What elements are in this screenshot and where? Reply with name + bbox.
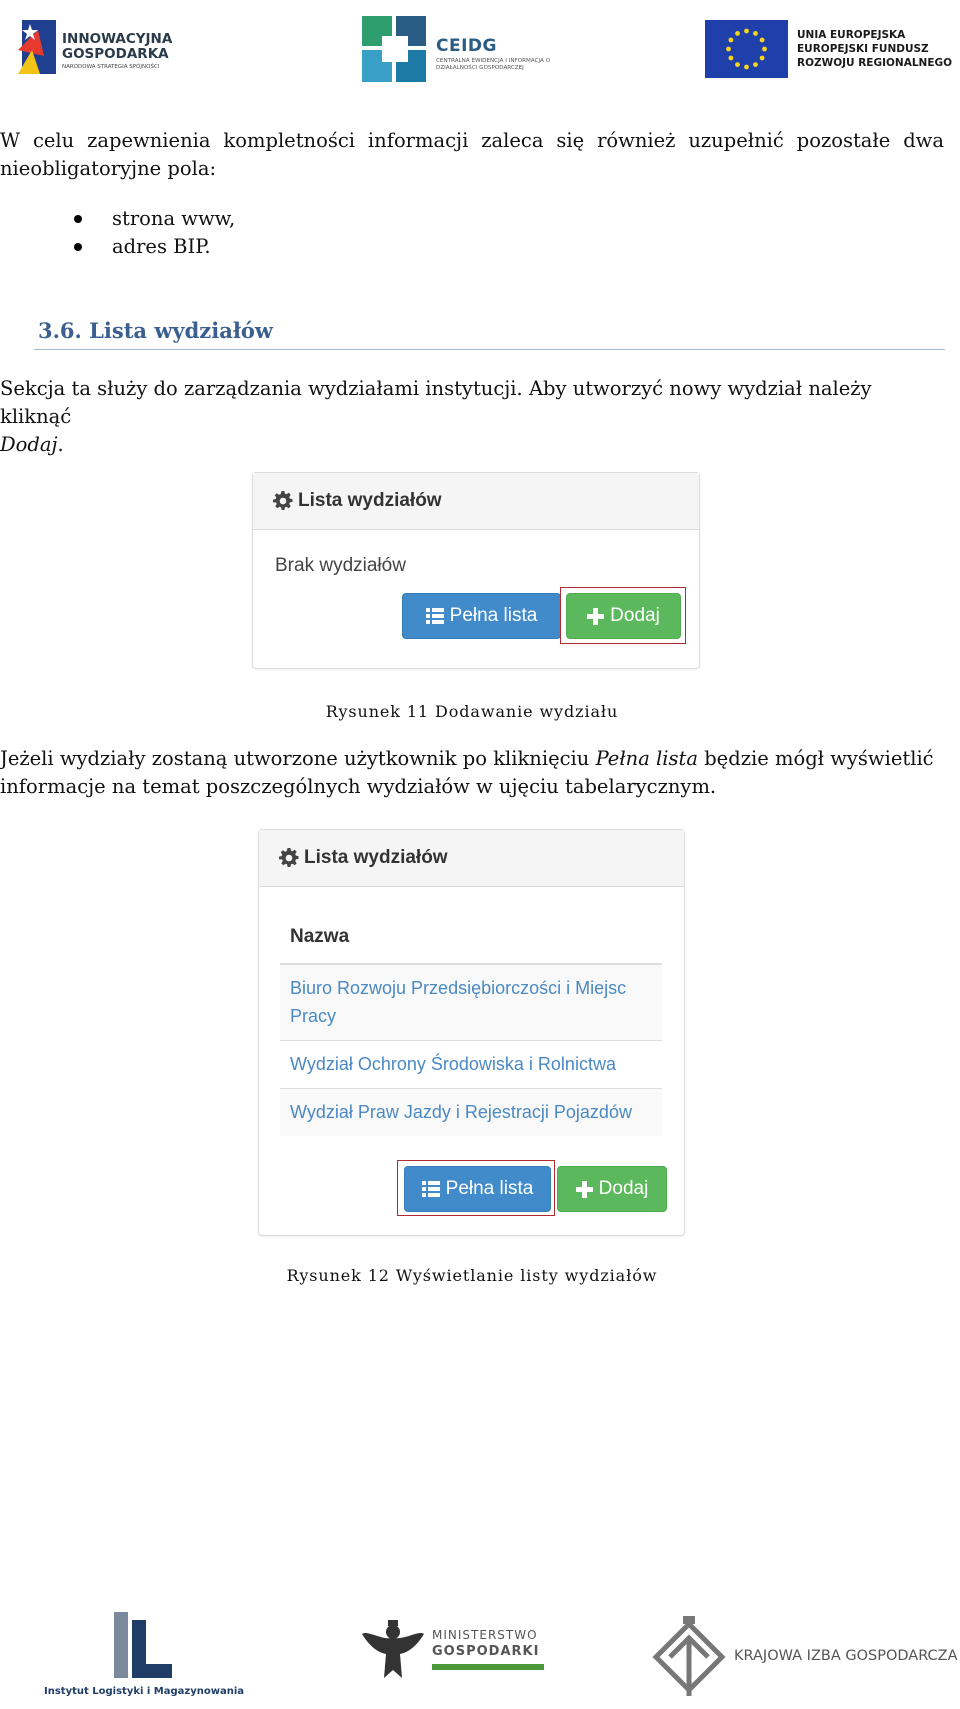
eu-star-icon — [744, 65, 749, 70]
eu-star-icon — [744, 29, 749, 34]
eu-logo — [705, 20, 953, 82]
add-label: Dodaj — [610, 605, 660, 626]
kig-name: KRAJOWA IZBA GOSPODARCZA — [734, 1648, 958, 1664]
optional-fields-list — [72, 205, 235, 261]
eu-star-icon — [729, 38, 734, 43]
ig-subtitle: NARODOWA STRATEGIA SPÓJNOŚCI — [62, 64, 160, 70]
kig-logo — [650, 1616, 960, 1700]
add-label: Dodaj — [598, 1178, 649, 1199]
full-list-label: Pełna lista — [445, 1178, 534, 1199]
ilim-logo-icon — [114, 1612, 172, 1678]
add-button-highlight — [560, 587, 686, 644]
departments-panel-empty — [252, 472, 700, 669]
table-row[interactable]: Wydział Praw Jazdy i Rejestracji Pojazdów — [280, 1089, 662, 1136]
table-row[interactable]: Wydział Ochrony Środowiska i Rolnictwa — [280, 1041, 662, 1089]
eu-line2: EUROPEJSKI FUNDUSZ — [797, 43, 929, 55]
mg-line1: MINISTERSTWO — [432, 1628, 538, 1642]
para3-text-end: będzie mógł wyświetlić informacje na temat poszczególnych wydziałów w ujęciu tabelarycznym. — [0, 747, 934, 798]
gear-icon — [279, 848, 299, 868]
innowacyjna-gospodarka-logo — [18, 18, 188, 80]
eu-star-icon — [762, 47, 767, 52]
mg-accent-bar — [432, 1664, 544, 1670]
full-list-button[interactable] — [402, 593, 561, 639]
eu-line1: UNIA EUROPEJSKA — [797, 29, 906, 41]
panel-title: Lista wydziałów — [304, 847, 448, 868]
eu-star-icon — [753, 31, 758, 36]
section-heading: 3.6. Lista wydziałów — [38, 318, 273, 343]
eu-star-icon — [729, 56, 734, 61]
full-list-label: Pełna lista — [449, 605, 538, 626]
ceidg-subtitle: CENTRALNA EWIDENCJA I INFORMACJA O DZIAŁALNOŚCI GOSPODARCZEJ — [436, 58, 551, 71]
section-period: . — [57, 433, 64, 456]
ministerstwo-gospodarki-logo — [362, 1618, 542, 1694]
ilim-logo — [44, 1612, 245, 1702]
ceidg-logo — [362, 16, 562, 86]
ceidg-title: CEIDG — [436, 36, 497, 56]
list-icon — [426, 608, 444, 624]
eu-star-icon — [726, 47, 731, 52]
eu-star-icon — [735, 62, 740, 67]
eagle-icon — [362, 1618, 424, 1690]
ceidg-logo-icon — [362, 16, 426, 82]
ig-logo-icon — [18, 20, 56, 74]
departments-table — [280, 910, 662, 1136]
figure-12-caption: Rysunek 12 Wyświetlanie listy wydziałów — [286, 1266, 658, 1285]
eu-star-icon — [760, 56, 765, 61]
list-item: adres BIP. — [72, 233, 235, 261]
eu-star-icon — [760, 38, 765, 43]
ig-line1: INNOWACYJNA — [62, 31, 173, 47]
list-item: strona www, — [72, 205, 235, 233]
add-button[interactable] — [557, 1166, 667, 1212]
intro-paragraph: W celu zapewnienia kompletności informacji zaleca się również uzupełnić pozostałe dwa nieobligatoryjne pola: — [0, 129, 944, 180]
departments-panel-list — [258, 829, 685, 1236]
section-paragraph — [0, 375, 944, 459]
eu-flag-icon — [705, 20, 788, 78]
figure-11-caption: Rysunek 11 Dodawanie wydziału — [325, 702, 619, 721]
section-text: Sekcja ta służy do zarządzania wydziałami instytucji. Aby utworzyć nowy wydział należy kliknąć — [0, 377, 872, 428]
column-header-name: Nazwa — [280, 910, 662, 965]
kig-logo-icon — [650, 1616, 728, 1698]
dodaj-emphasis: Dodaj — [0, 433, 58, 456]
para3-text: Jeżeli wydziały zostaną utworzone użytkownik po kliknięciu — [0, 747, 590, 770]
full-list-button-highlight — [397, 1160, 555, 1216]
eu-star-icon — [753, 62, 758, 67]
panel-title: Lista wydziałów — [298, 490, 442, 511]
mg-line2: GOSPODARKI — [432, 1644, 540, 1659]
ig-line2: GOSPODARKA — [62, 46, 169, 62]
full-list-paragraph — [0, 745, 944, 801]
gear-icon — [273, 491, 293, 511]
heading-divider — [34, 349, 945, 350]
pelna-lista-emphasis: Pełna lista — [595, 747, 698, 770]
table-row[interactable]: Biuro Rozwoju Przedsiębiorczości i Miejsc Pracy — [280, 965, 662, 1041]
eu-line3: ROZWOJU REGIONALNEGO — [797, 57, 953, 69]
plus-icon — [576, 1181, 593, 1198]
empty-state-text: Brak wydziałów — [275, 555, 406, 576]
ilim-name: Instytut Logistyki i Magazynowania — [44, 1686, 245, 1697]
eu-star-icon — [735, 31, 740, 36]
